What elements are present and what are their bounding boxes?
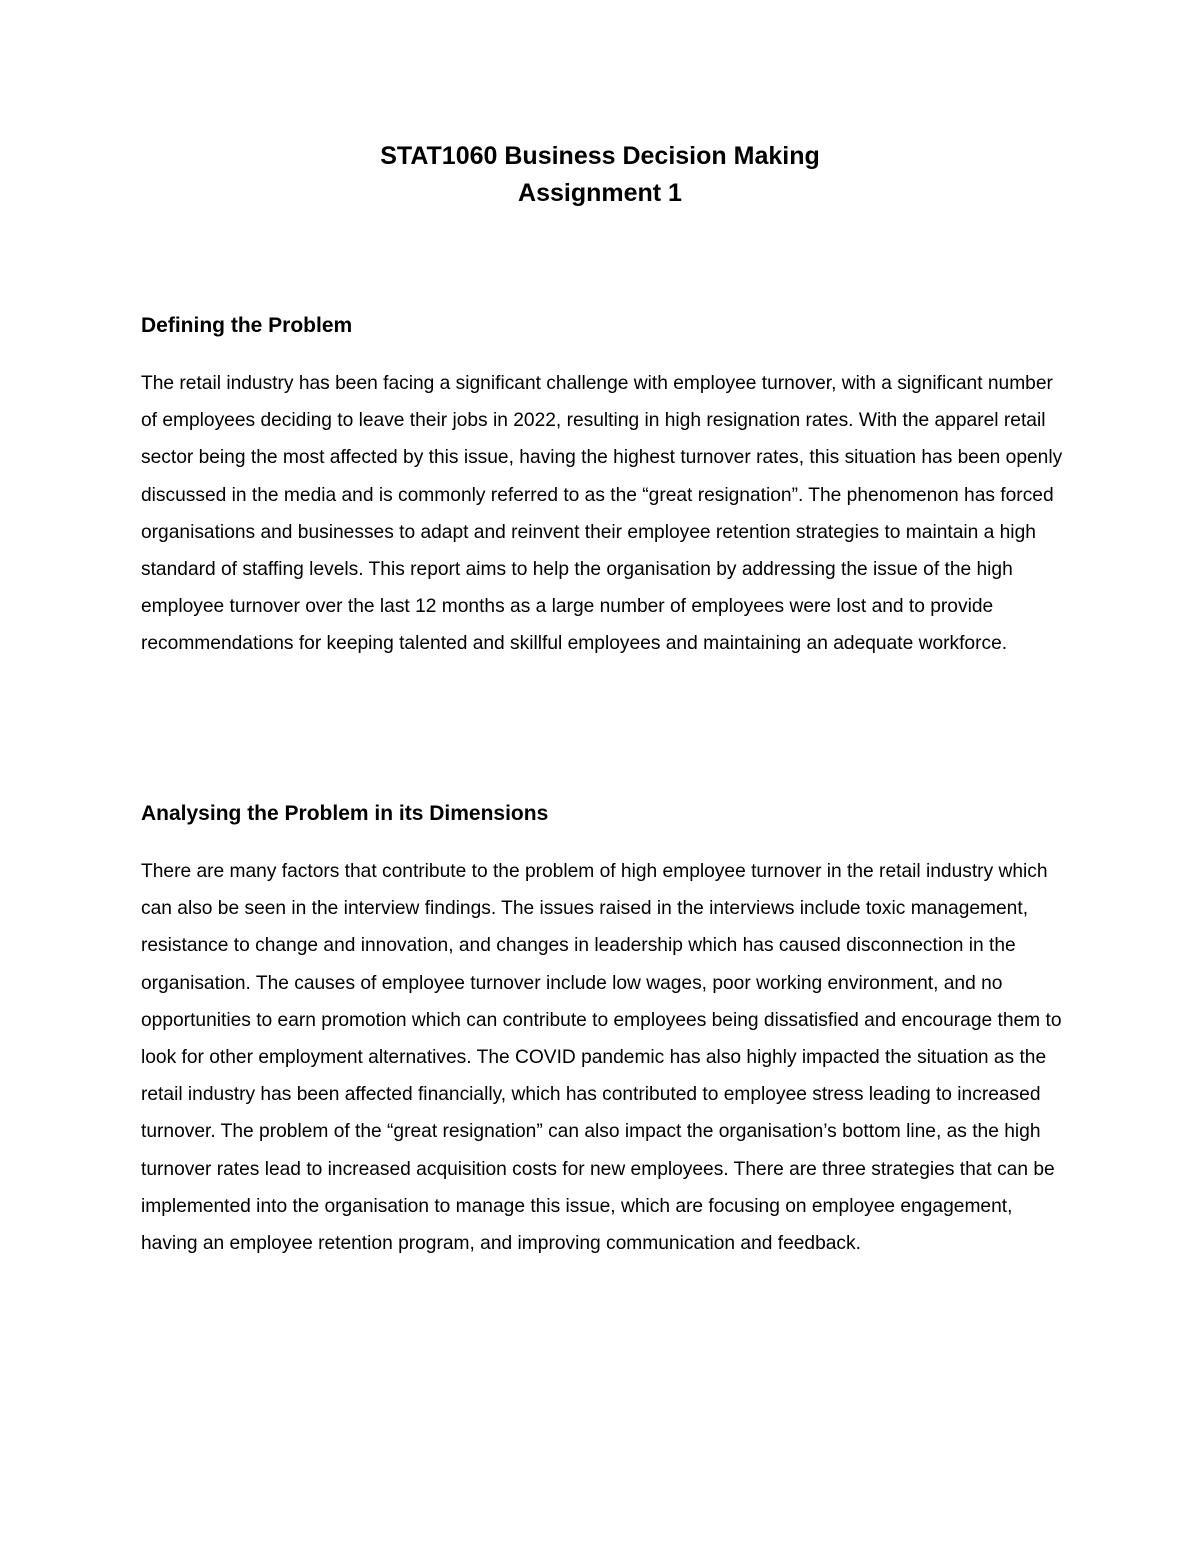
document-title <box>0 138 1200 212</box>
section-paragraph: The retail industry has been facing a significant challenge with employee turnover, with a significant number of employees deciding to leave their jobs in 2022, resulting in high resignation rates. With the apparel retail sector being the most affected by this issue, having the highest turnover rates, this situation has been openly discussed in the media and is commonly referred to as the “great resignation”. The phenomenon has forced organisations and businesses to adapt and reinvent their employee retention strategies to maintain a high standard of staffing levels. This report aims to help the organisation by addressing the issue of the high employee turnover over the last 12 months as a large number of employees were lost and to provide recommendations for keeping talented and skillful employees and maintaining an adequate workforce. <box>141 373 1063 655</box>
section-defining-problem <box>141 310 1066 663</box>
title-course: STAT1060 Business Decision Making <box>380 142 820 170</box>
title-assignment: Assignment 1 <box>518 179 682 207</box>
section-paragraph: There are many factors that contribute to the problem of high employee turnover in the retail industry which can also be seen in the interview findings. The issues raised in the interviews include toxic management, resistance to change and innovation, and changes in leadership which has caused disconnection in the organisation. The causes of employee turnover include low wages, poor working environment, and no opportunities to earn promotion which can contribute to employees being dissatisfied and encourage them to look for other employment alternatives. The COVID pandemic has also highly impacted the situation as the retail industry has been affected financially, which has contributed to employee stress leading to increased turnover. The problem of the “great resignation” can also impact the organisation’s bottom line, as the high turnover rates lead to increased acquisition costs for new employees. There are three strategies that can be implemented into the organisation to manage this issue, which are focusing on employee engagement, having an employee retention program, and improving communication and feedback. <box>141 861 1062 1255</box>
section-heading: Analysing the Problem in its Dimensions <box>141 802 549 825</box>
section-analysing-problem <box>141 798 1066 1262</box>
section-heading: Defining the Problem <box>141 314 353 337</box>
